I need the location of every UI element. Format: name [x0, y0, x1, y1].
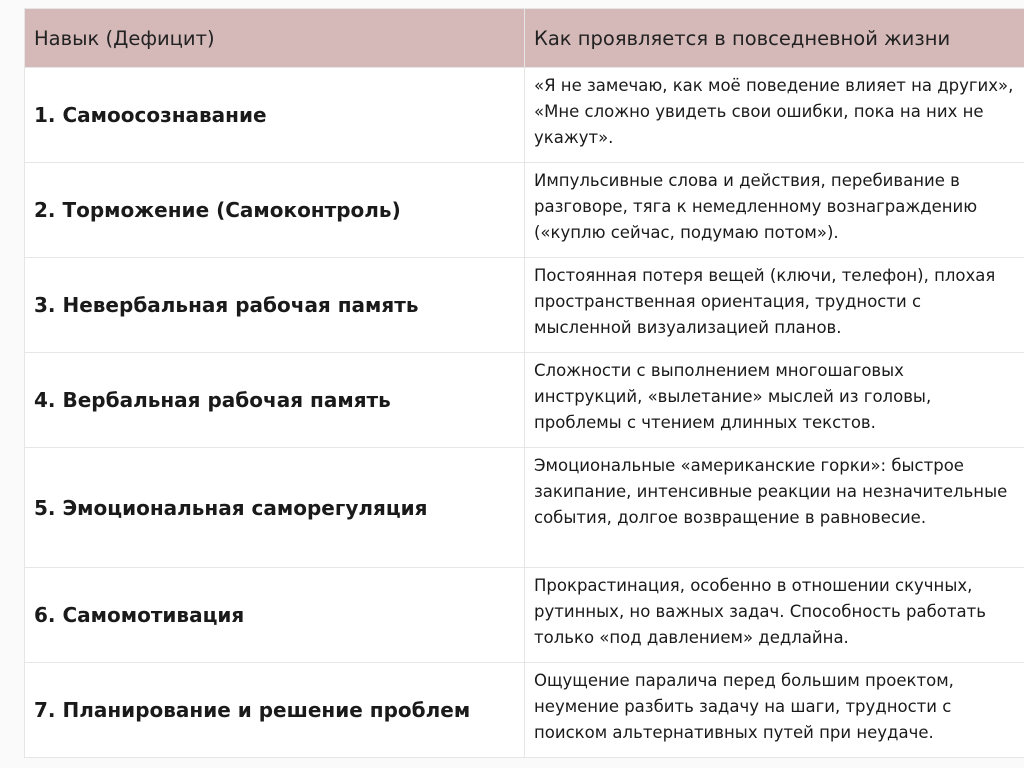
manifestation-cell: Сложности с выполнением многошаговых инструкций, «вылетание» мыслей из головы, проблемы с чтением длинных текстов. [525, 353, 1024, 448]
skill-cell: 5. Эмоциональная саморегуляция [25, 448, 525, 568]
table-row [25, 663, 1024, 758]
skills-table [24, 8, 1024, 758]
manifestation-cell: Постоянная потеря вещей (ключи, телефон), плохая пространственная ориентация, трудности с мысленной визуализацией планов. [525, 258, 1024, 353]
table-body [25, 68, 1024, 758]
table-row [25, 163, 1024, 258]
header-skill: Навык (Дефицит) [25, 9, 525, 68]
skill-cell: 4. Вербальная рабочая память [25, 353, 525, 448]
table-header [25, 9, 1024, 68]
header-manifestation: Как проявляется в повседневной жизни [525, 9, 1024, 68]
manifestation-cell: Прокрастинация, особенно в отношении скучных, рутинных, но важных задач. Способность работать только «под давлением» дедлайна. [525, 568, 1024, 663]
skill-cell: 7. Планирование и решение проблем [25, 663, 525, 758]
skills-table-container [24, 8, 1024, 757]
skill-cell: 1. Самоосознавание [25, 68, 525, 163]
table-row [25, 353, 1024, 448]
table-row [25, 68, 1024, 163]
header-row [25, 9, 1024, 68]
manifestation-cell: «Я не замечаю, как моё поведение влияет на других», «Мне сложно увидеть свои ошибки, пока на них не укажут». [525, 68, 1024, 163]
table-row [25, 568, 1024, 663]
table-row [25, 448, 1024, 568]
manifestation-cell: Импульсивные слова и действия, перебивание в разговоре, тяга к немедленному вознаграждению («куплю сейчас, подумаю потом»). [525, 163, 1024, 258]
skill-cell: 2. Торможение (Самоконтроль) [25, 163, 525, 258]
skill-cell: 6. Самомотивация [25, 568, 525, 663]
manifestation-cell: Ощущение паралича перед большим проектом, неумение разбить задачу на шаги, трудности с поиском альтернативных путей при неудаче. [525, 663, 1024, 758]
table-row [25, 258, 1024, 353]
skill-cell: 3. Невербальная рабочая память [25, 258, 525, 353]
manifestation-cell: Эмоциональные «американские горки»: быстрое закипание, интенсивные реакции на незначительные события, долгое возвращение в равновесие. [525, 448, 1024, 568]
